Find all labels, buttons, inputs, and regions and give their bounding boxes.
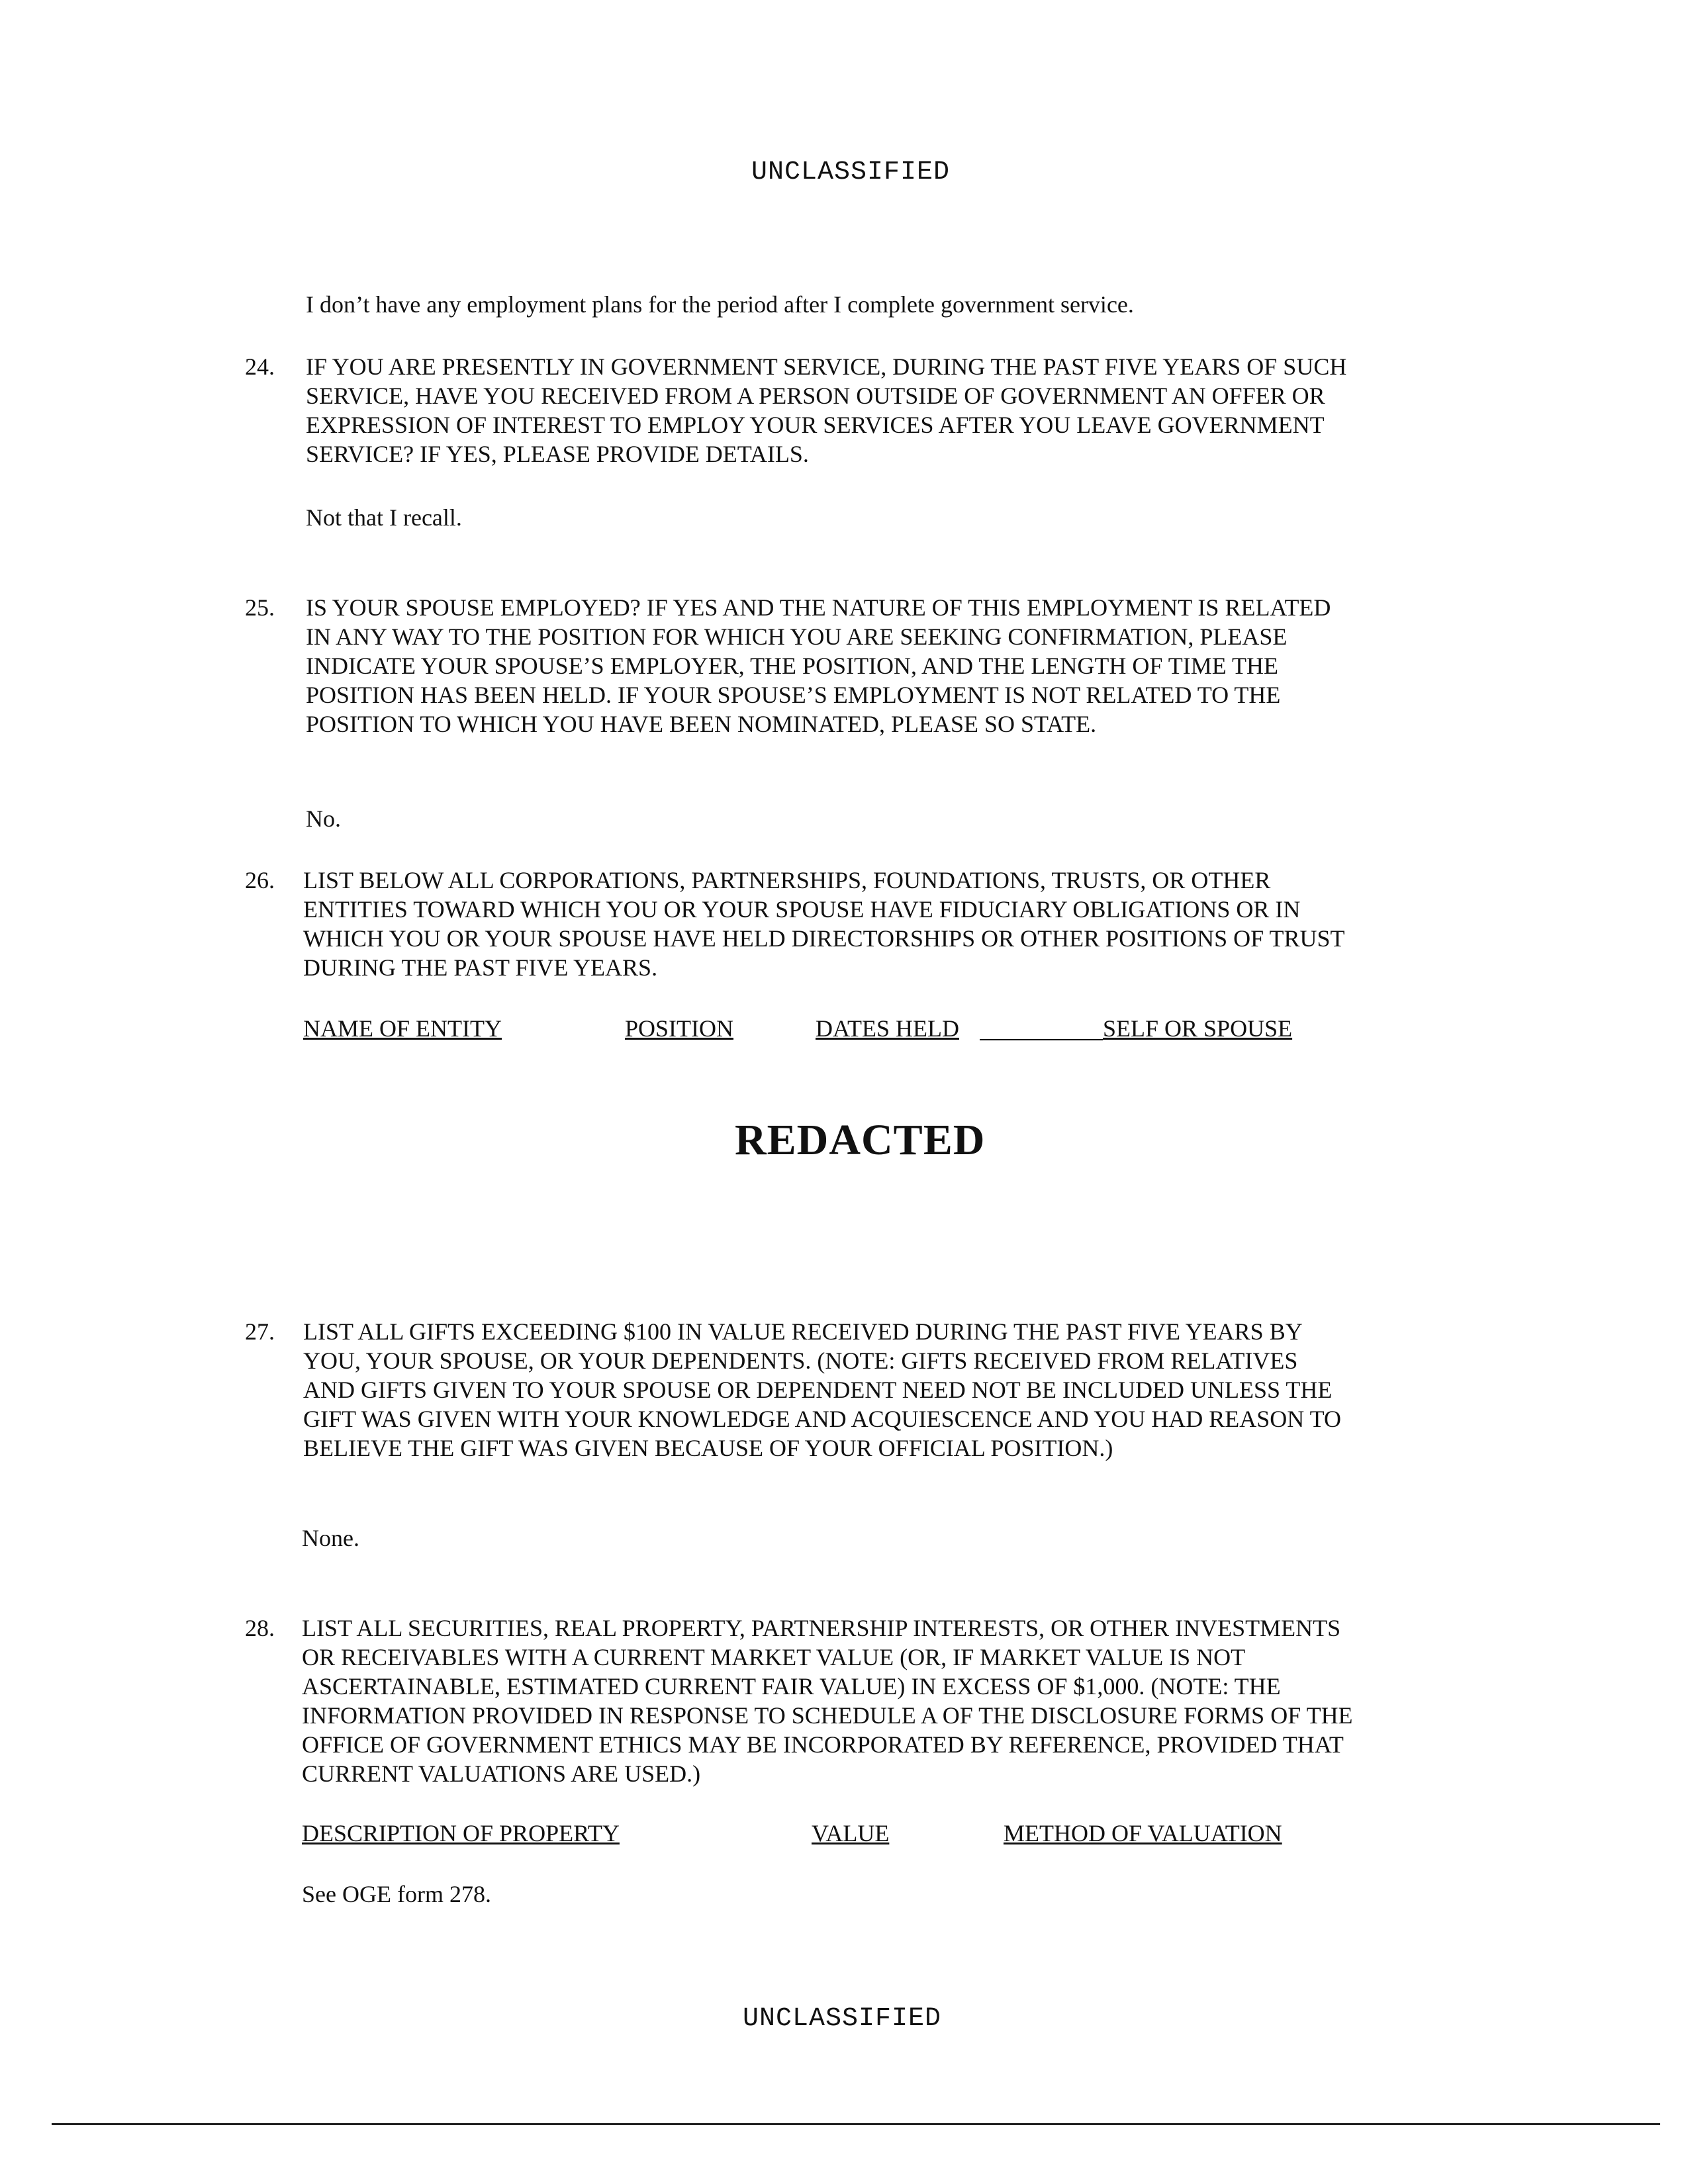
redacted-label: REDACTED	[735, 1116, 986, 1164]
q27-line: AND GIFTS GIVEN TO YOUR SPOUSE OR DEPENDENT NEED NOT BE INCLUDED UNLESS THE	[303, 1377, 1333, 1403]
q27-line: LIST ALL GIFTS EXCEEDING $100 IN VALUE RECEIVED DURING THE PAST FIVE YEARS BY	[303, 1318, 1303, 1345]
q28-line: OR RECEIVABLES WITH A CURRENT MARKET VALUE (OR, IF MARKET VALUE IS NOT	[302, 1644, 1246, 1670]
q25-line: INDICATE YOUR SPOUSE’S EMPLOYER, THE POSITION, AND THE LENGTH OF TIME THE	[306, 653, 1279, 679]
q25-question	[306, 593, 1497, 739]
header-classification: UNCLASSIFIED	[751, 158, 951, 187]
q24-answer: Not that I recall.	[306, 504, 462, 531]
q26-line: ENTITIES TOWARD WHICH YOU OR YOUR SPOUSE HAVE FIDUCIARY OBLIGATIONS OR IN	[303, 896, 1301, 923]
q28-line: LIST ALL SECURITIES, REAL PROPERTY, PARTNERSHIP INTERESTS, OR OTHER INVESTMENTS	[302, 1615, 1341, 1641]
q28-number: 28.	[245, 1615, 275, 1641]
q26-question	[303, 866, 1495, 982]
q26-line: WHICH YOU OR YOUR SPOUSE HAVE HELD DIRECTORSHIPS OR OTHER POSITIONS OF TRUST	[303, 925, 1345, 952]
q24-line: IF YOU ARE PRESENTLY IN GOVERNMENT SERVICE, DURING THE PAST FIVE YEARS OF SUCH	[306, 353, 1347, 380]
q28-col-method-of-valuation: METHOD OF VALUATION	[1004, 1820, 1282, 1846]
q26-number: 26.	[245, 867, 275, 893]
q28-line: ASCERTAINABLE, ESTIMATED CURRENT FAIR VALUE) IN EXCESS OF $1,000. (NOTE: THE	[302, 1673, 1281, 1700]
q28-col-value: VALUE	[812, 1820, 890, 1846]
q23-answer: I don’t have any employment plans for the period after I complete government service.	[306, 291, 1134, 318]
q28-line: CURRENT VALUATIONS ARE USED.)	[302, 1760, 701, 1787]
q28-line: INFORMATION PROVIDED IN RESPONSE TO SCHEDULE A OF THE DISCLOSURE FORMS OF THE	[302, 1702, 1353, 1729]
q27-line: YOU, YOUR SPOUSE, OR YOUR DEPENDENTS. (NOTE: GIFTS RECEIVED FROM RELATIVES	[303, 1347, 1298, 1374]
q24-line: SERVICE? IF YES, PLEASE PROVIDE DETAILS.	[306, 441, 809, 467]
q28-answer: See OGE form 278.	[302, 1881, 491, 1907]
q27-number: 27.	[245, 1318, 275, 1345]
q28-col-description-of-property: DESCRIPTION OF PROPERTY	[302, 1820, 620, 1846]
q25-answer: No.	[306, 805, 341, 832]
q28-line: OFFICE OF GOVERNMENT ETHICS MAY BE INCORPORATED BY REFERENCE, PROVIDED THAT	[302, 1731, 1344, 1758]
q24-line: SERVICE, HAVE YOU RECEIVED FROM A PERSON OUTSIDE OF GOVERNMENT AN OFFER OR	[306, 383, 1325, 409]
q26-line: LIST BELOW ALL CORPORATIONS, PARTNERSHIPS, FOUNDATIONS, TRUSTS, OR OTHER	[303, 867, 1271, 893]
footer-classification: UNCLASSIFIED	[743, 2004, 942, 2034]
q24-number: 24.	[245, 353, 275, 380]
q27-line: GIFT WAS GIVEN WITH YOUR KNOWLEDGE AND ACQUIESCENCE AND YOU HAD REASON TO	[303, 1406, 1341, 1432]
q25-line: IS YOUR SPOUSE EMPLOYED? IF YES AND THE NATURE OF THIS EMPLOYMENT IS RELATED	[306, 594, 1331, 621]
q26-header-underline	[980, 1039, 1103, 1040]
q25-line: POSITION HAS BEEN HELD. IF YOUR SPOUSE’S EMPLOYMENT IS NOT RELATED TO THE	[306, 682, 1281, 708]
q27-line: BELIEVE THE GIFT WAS GIVEN BECAUSE OF YOUR OFFICIAL POSITION.)	[303, 1435, 1113, 1461]
q26-col-name-of-entity: NAME OF ENTITY	[303, 1015, 502, 1042]
q27-answer: None.	[302, 1525, 359, 1551]
q26-col-self-or-spouse: SELF OR SPOUSE	[1103, 1015, 1293, 1042]
q25-line: IN ANY WAY TO THE POSITION FOR WHICH YOU ARE SEEKING CONFIRMATION, PLEASE	[306, 623, 1288, 650]
q28-question	[302, 1614, 1493, 1788]
page-bottom-rule	[52, 2123, 1660, 2125]
q25-number: 25.	[245, 594, 275, 621]
q26-col-dates-held: DATES HELD	[816, 1015, 959, 1042]
q24-line: EXPRESSION OF INTEREST TO EMPLOY YOUR SERVICES AFTER YOU LEAVE GOVERNMENT	[306, 412, 1325, 438]
q26-col-position: POSITION	[625, 1015, 734, 1042]
q24-question	[306, 352, 1497, 469]
q27-question	[303, 1317, 1495, 1463]
q26-line: DURING THE PAST FIVE YEARS.	[303, 954, 658, 981]
q25-line: POSITION TO WHICH YOU HAVE BEEN NOMINATED, PLEASE SO STATE.	[306, 711, 1097, 737]
